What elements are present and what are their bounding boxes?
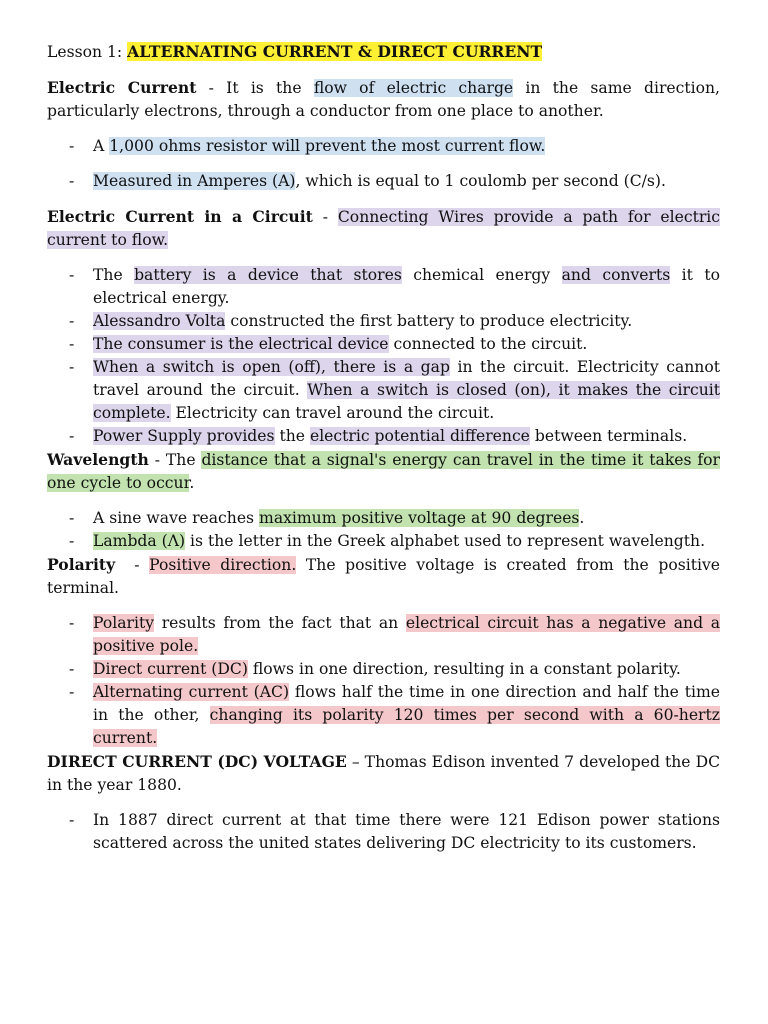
dash-bullet: -: [69, 683, 75, 701]
highlight-run: When a switch is open (off), there is a gap: [93, 358, 450, 376]
highlight-run: Measured in Amperes (A): [93, 172, 296, 190]
highlight-run: Polarity: [93, 614, 155, 632]
term-dc-voltage: DIRECT CURRENT (DC) VOLTAGE: [47, 752, 347, 771]
highlight-run: Alternating current (AC): [93, 683, 290, 701]
text-run: Electricity can travel around the circuit.: [170, 404, 495, 422]
highlight-run: Power Supply provides: [93, 427, 275, 445]
term-polarity: Polarity: [47, 555, 116, 574]
highlight-run: maximum positive voltage at 90 degrees: [259, 509, 580, 527]
list-item: [47, 170, 720, 193]
separator: -: [312, 208, 338, 226]
highlight-run: electric potential difference: [309, 427, 530, 445]
text-run: constructed the first battery to produce electricity.: [225, 312, 633, 330]
list-item: [47, 425, 720, 448]
lesson-title: ALTERNATING CURRENT & DIRECT CURRENT: [127, 42, 543, 61]
circuit-paragraph: [47, 205, 720, 252]
dash-bullet: -: [69, 532, 75, 550]
electric-current-list: [47, 135, 720, 193]
highlight-run: Lambda (Λ): [93, 532, 186, 550]
highlight-run: changing its polarity 120 times per second with a 60-hertz current.: [93, 706, 720, 747]
dash-bullet: -: [69, 614, 75, 632]
highlight-run: flow of electric charge: [313, 79, 514, 97]
dash-bullet: -: [69, 427, 75, 445]
text-run: A sine wave reaches: [93, 509, 260, 527]
text-run: The: [93, 266, 135, 284]
dash-bullet: -: [69, 137, 75, 155]
text-run: the: [274, 427, 310, 445]
highlight-run: Connecting Wires provide a path for electric current to flow.: [47, 208, 721, 249]
wavelength-paragraph: [47, 448, 720, 495]
text-run: – Thomas Edison invented 7 developed the DC in the year 1880.: [47, 753, 721, 794]
list-item: [47, 612, 720, 658]
dc-voltage-list: [47, 809, 720, 855]
text-run: connected to the circuit.: [388, 335, 588, 353]
term-electric-current: Electric Current: [47, 78, 197, 97]
text-run: .: [579, 509, 585, 527]
highlight-run: Positive direction.: [149, 556, 297, 574]
text-run: it to electrical energy.: [93, 266, 720, 307]
highlight-run: and converts: [561, 266, 671, 284]
dash-bullet: -: [69, 509, 75, 527]
highlight-run: battery is a device that stores: [134, 266, 402, 284]
list-item: [47, 310, 720, 333]
highlight-run: When a switch is closed (on), it makes the circuit complete.: [93, 381, 720, 422]
highlight-run: distance that a signal's energy can travel in the time it takes for one cycle to occur: [47, 451, 720, 492]
dash-bullet: -: [69, 660, 75, 678]
highlight-run: The consumer is the electrical device: [93, 335, 389, 353]
text-run: in the same direction, particularly electrons, through a conductor from one place to another.: [47, 79, 721, 120]
list-item: [47, 658, 720, 681]
text-run: The: [165, 451, 202, 469]
text-run: between terminals.: [529, 427, 688, 445]
term-circuit: Electric Current in a Circuit: [47, 207, 313, 226]
text-run: A: [93, 137, 110, 155]
list-item: [47, 333, 720, 356]
list-item: [47, 681, 720, 750]
lesson-heading: [47, 40, 720, 64]
circuit-list: [47, 264, 720, 448]
document-page: [47, 40, 720, 855]
separator: -: [148, 451, 166, 469]
highlight-run: electrical circuit has a negative and a positive pole.: [93, 614, 720, 655]
text-run: The positive voltage is created from the positive terminal.: [47, 556, 720, 597]
polarity-list: [47, 612, 720, 750]
list-item: [47, 530, 720, 553]
dash-bullet: -: [69, 811, 75, 829]
list-item: [47, 135, 720, 158]
list-item: [47, 264, 720, 310]
text-run: chemical energy: [401, 266, 562, 284]
wavelength-list: [47, 507, 720, 553]
highlight-run: 1,000 ohms resistor will prevent the most current flow.: [109, 137, 546, 155]
lesson-prefix: Lesson 1:: [47, 43, 128, 61]
dash-bullet: -: [69, 266, 75, 284]
dc-voltage-paragraph: [47, 750, 720, 797]
electric-current-paragraph: [47, 76, 720, 123]
separator: -: [115, 556, 150, 574]
text-run: results from the fact that an: [154, 614, 406, 632]
list-item: [47, 507, 720, 530]
list-item: [47, 809, 720, 855]
list-item: [47, 356, 720, 425]
term-wavelength: Wavelength: [47, 450, 149, 469]
text-run: .: [189, 474, 195, 492]
text-run: flows in one direction, resulting in a constant polarity.: [247, 660, 681, 678]
dash-bullet: -: [69, 312, 75, 330]
text-run: is the letter in the Greek alphabet used to represent wavelength.: [185, 532, 706, 550]
text-run: , which is equal to 1 coulomb per second (C/s).: [295, 172, 666, 190]
highlight-run: Alessandro Volta: [93, 312, 226, 330]
dash-bullet: -: [69, 335, 75, 353]
highlight-run: Direct current (DC): [93, 660, 248, 678]
text-run: flows half the time in one direction and half the time in the other,: [93, 683, 720, 724]
separator: -: [196, 79, 227, 97]
text-run: It is the: [226, 79, 314, 97]
text-run: In 1887 direct current at that time there were 121 Edison power stations scattered across the united states delivering DC electricity to its customers.: [93, 811, 720, 852]
dash-bullet: -: [69, 358, 75, 376]
text-run: in the circuit. Electricity cannot travel around the circuit.: [93, 358, 721, 399]
dash-bullet: -: [69, 172, 75, 190]
polarity-paragraph: [47, 553, 720, 600]
